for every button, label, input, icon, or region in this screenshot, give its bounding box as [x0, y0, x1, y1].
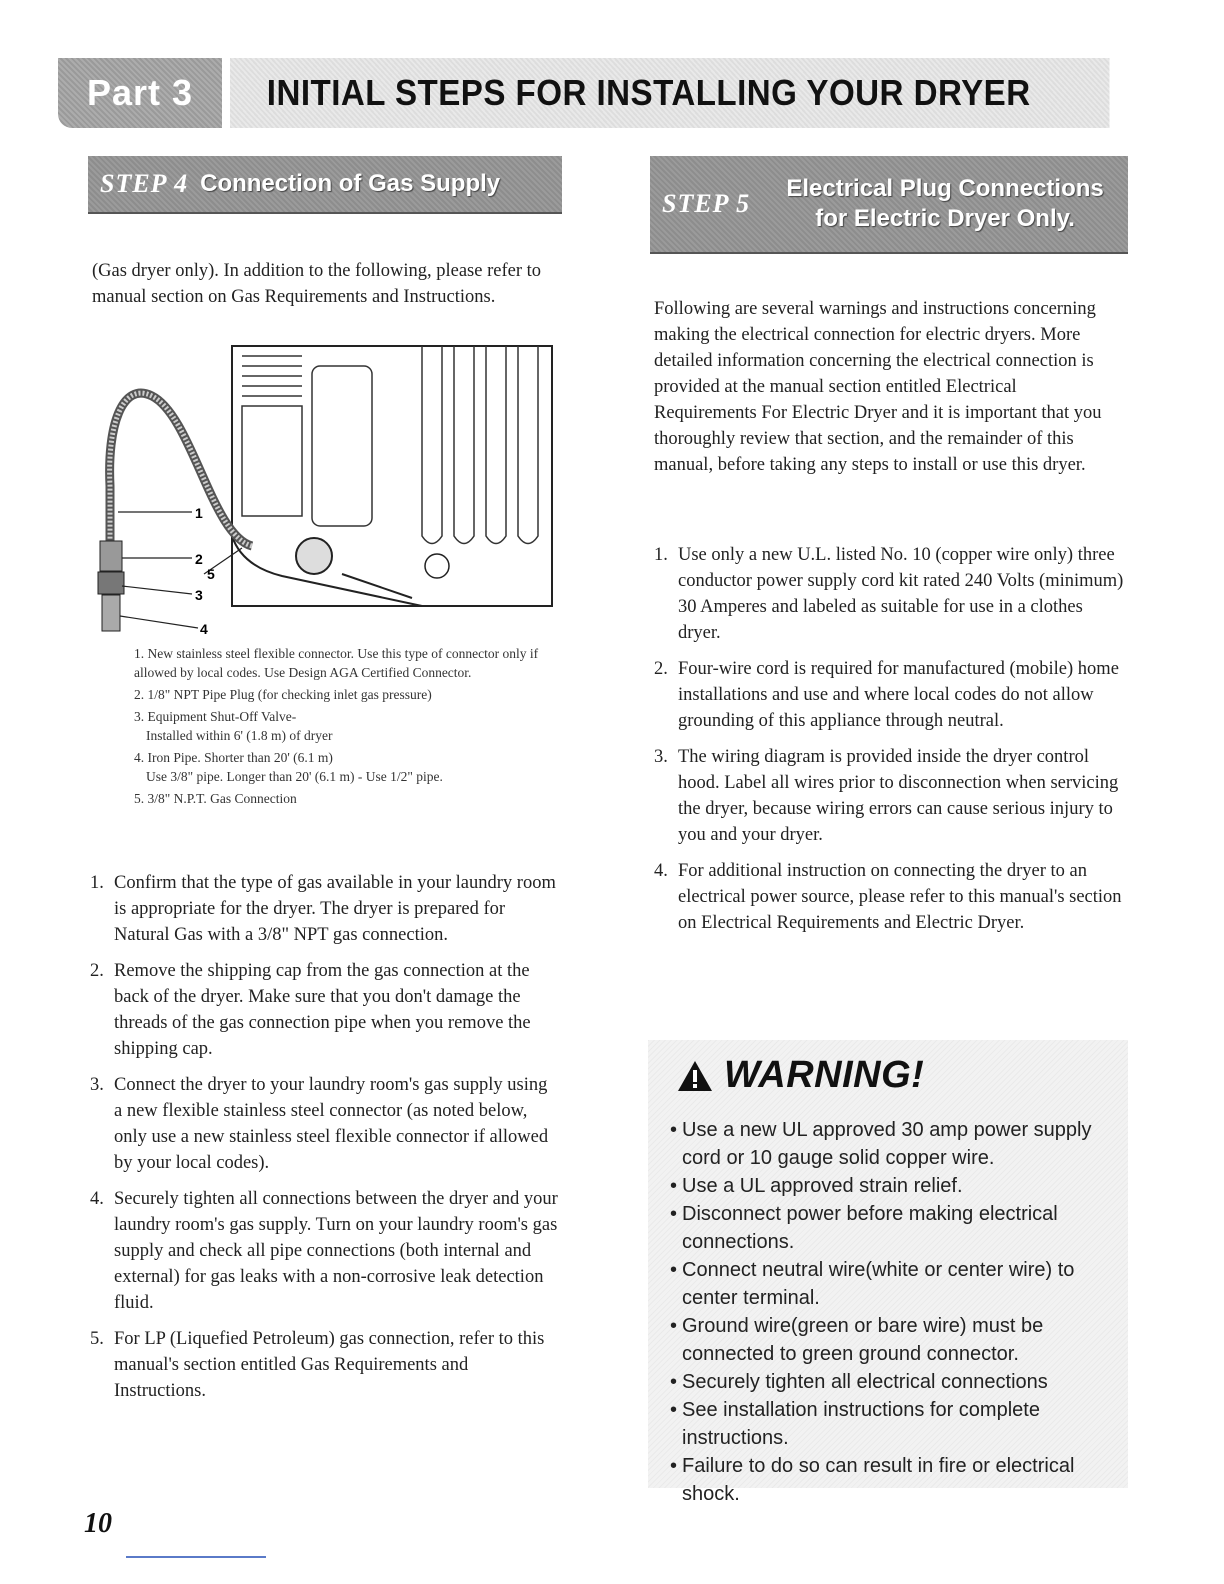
footer-rule — [126, 1556, 266, 1558]
warning-item: • Use a UL approved strain relief. — [670, 1172, 1122, 1200]
list-item: 3. The wiring diagram is provided inside the dryer control hood. Label all wires prior to disconnection when servicing the dryer, because wiring errors can cause serious injury to you and your dryer. — [654, 747, 1119, 845]
warning-item: • Securely tighten all electrical connections — [670, 1368, 1122, 1396]
gas-connection-illustration — [92, 336, 562, 636]
warning-item: • Failure to do so can result in fire or electrical shock. — [670, 1452, 1122, 1508]
warning-title: WARNING! — [724, 1054, 925, 1096]
figure-captions — [134, 644, 564, 811]
list-item: 5. For LP (Liquefied Petroleum) gas connection, refer to this manual's section entitled Gas Requirements and Instructions. — [90, 1329, 545, 1401]
step5-title: Electrical Plug Connections for Electric Dryer Only. — [786, 175, 1104, 232]
step4-title: Connection of Gas Supply — [200, 170, 501, 197]
warning-items — [670, 1116, 1122, 1508]
figure-label-1: 1 — [195, 505, 203, 521]
caption-item: 4. Iron Pipe. Shorter than 20' (6.1 m) Use 3/8" pipe. Longer than 20' (6.1 m) - Use 1/2" pipe. — [134, 750, 443, 784]
step5-tag: STEP 5 — [662, 189, 751, 218]
caption-item: 3. Equipment Shut-Off Valve- Installed within 6' (1.8 m) of dryer — [134, 709, 333, 743]
list-item: 2. Remove the shipping cap from the gas connection at the back of the dryer. Make sure that you don't damage the threads of the gas connection pipe when you remove the shipping cap. — [90, 961, 531, 1059]
list-item: 2. Four-wire cord is required for manufactured (mobile) home installations and use and where local codes do not allow grounding of this appliance through neutral. — [654, 659, 1119, 731]
figure-label-2: 2 — [195, 551, 203, 567]
page-number: 10 — [84, 1508, 112, 1539]
part-label: Part 3 — [58, 58, 222, 128]
list-item: 1. Use only a new U.L. listed No. 10 (copper wire only) three conductor power supply cord kit rated 240 Volts (minimum) 30 Amperes and labeled as suitable for use in a clothes dryer. — [654, 545, 1124, 643]
figure-label-4: 4 — [200, 621, 208, 636]
caption-item: 2. 1/8" NPT Pipe Plug (for checking inlet gas pressure) — [134, 687, 432, 702]
warning-triangle-icon — [676, 1059, 714, 1093]
figure-label-5: 5 — [207, 566, 215, 582]
warning-box — [648, 1040, 1128, 1505]
list-item: 4. For additional instruction on connecting the dryer to an electrical power source, please refer to this manual's section on Electrical Requirements and Electric Dryer. — [654, 861, 1122, 933]
step5-intro: Following are several warnings and instructions concerning making the electrical connection for electric dryers. More detailed information concerning the electrical connection is provided at the manual section entitled Electrical Requirements For Electric Dryer and it is important that you thoroughly review that section, and the remainder of this manual, before taking any steps to install or use this dryer. — [654, 299, 1102, 475]
caption-item: 1. New stainless steel flexible connector. Use this type of connector only if allowed by local codes. Use Design AGA Certified Connector. — [134, 646, 539, 680]
warning-item: • Connect neutral wire(white or center wire) to center terminal. — [670, 1256, 1122, 1312]
step4-instructions — [90, 870, 560, 1414]
caption-item: 5. 3/8" N.P.T. Gas Connection — [134, 791, 297, 806]
page-title: INITIAL STEPS FOR INSTALLING YOUR DRYER — [230, 58, 1110, 128]
step4-header — [88, 156, 562, 214]
list-item: 1. Confirm that the type of gas available in your laundry room is appropriate for the dryer. The dryer is prepared for Natural Gas with a 3/8" NPT gas connection. — [90, 873, 556, 945]
warning-header — [676, 1054, 924, 1097]
warning-item: • Disconnect power before making electrical connections. — [670, 1200, 1122, 1256]
step4-tag: STEP 4 — [100, 169, 189, 198]
warning-item: • See installation instructions for complete instructions. — [670, 1396, 1122, 1452]
page-banner — [58, 58, 1186, 128]
list-item: 4. Securely tighten all connections between the dryer and your laundry room's gas supply. Turn on your laundry room's gas supply and check all pipe connections (both internal and external) for gas leaks with a non-corrosive leak detection fluid. — [90, 1189, 558, 1313]
warning-item: • Use a new UL approved 30 amp power supply cord or 10 gauge solid copper wire. — [670, 1116, 1122, 1172]
figure-label-3: 3 — [195, 587, 203, 603]
step5-header — [650, 156, 1128, 254]
step5-instructions — [654, 542, 1124, 946]
dryer-gas-diagram — [92, 336, 562, 636]
warning-item: • Ground wire(green or bare wire) must be connected to green ground connector. — [670, 1312, 1122, 1368]
list-item: 3. Connect the dryer to your laundry room's gas supply using a new flexible stainless steel connector (as noted below, only use a new stainless steel flexible connector if allowed by your local codes). — [90, 1075, 549, 1173]
step4-intro: (Gas dryer only). In addition to the following, please refer to manual section on Gas Requirements and Instructions. — [92, 261, 542, 307]
